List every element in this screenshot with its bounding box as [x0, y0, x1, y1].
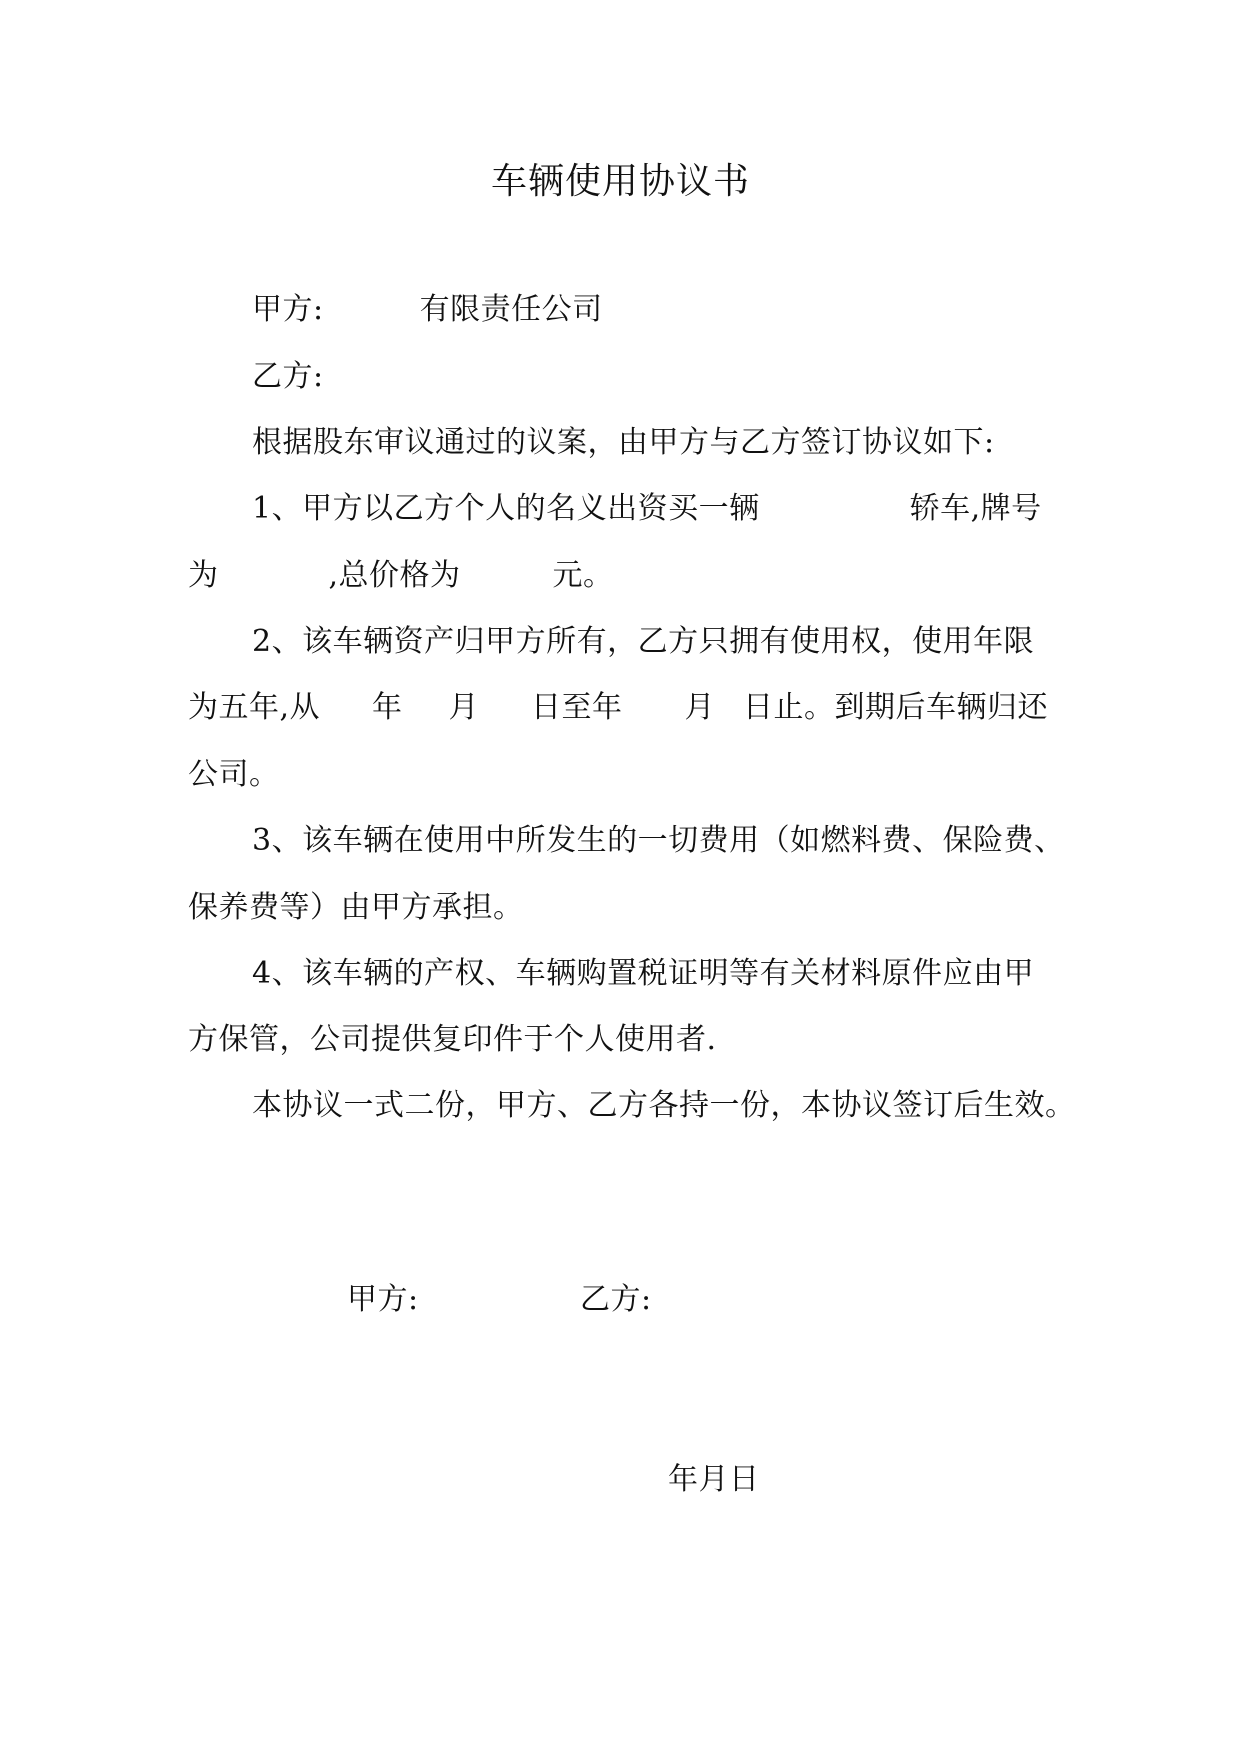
clause-2-seg-b: 年: [372, 690, 403, 725]
clause-1-line-1: [252, 489, 1042, 529]
clause-1-text-d: ,总价格为: [328, 558, 461, 593]
clause-3-line-2: 保养费等）由甲方承担。: [188, 890, 524, 925]
party-b-line: [252, 357, 324, 397]
clause-1-text-b: 轿车,牌号: [909, 491, 1042, 526]
clause-2-seg-a: 为五年,从: [188, 690, 321, 725]
clause-1-line-2: [188, 556, 614, 596]
signature-party-a: 甲方:: [347, 1282, 419, 1317]
clause-1-text-c: 为: [188, 558, 219, 593]
party-a-name: 有限责任公司: [419, 292, 603, 327]
party-b-label: 乙方:: [252, 359, 324, 394]
signing-date: 年月日: [668, 1462, 760, 1497]
clause-2-seg-e: 月: [684, 690, 716, 725]
document-title: 车辆使用协议书: [490, 161, 750, 202]
clause-2-seg-c: 月: [448, 690, 480, 725]
clause-3-line-1: 3、该车辆在使用中所发生的一切费用（如燃料费、保险费、: [252, 823, 1065, 858]
closing-paragraph: 本协议一式二份，甲方、乙方各持一份，本协议签订后生效。: [252, 1088, 1076, 1123]
party-a-line: [252, 290, 603, 330]
party-a-label: 甲方:: [252, 292, 324, 327]
clause-4-line-2: 方保管，公司提供复印件于个人使用者.: [188, 1022, 717, 1057]
clause-2-line-1: 2、该车辆资产归甲方所有，乙方只拥有使用权，使用年限: [252, 624, 1035, 659]
clause-1-text-e: 元。: [552, 558, 614, 593]
clause-2-seg-f: 日止。到期后车辆归还: [743, 690, 1049, 725]
intro-paragraph: 根据股东审议通过的议案，由甲方与乙方签订协议如下:: [252, 425, 995, 460]
clause-2-seg-d: 日至年: [531, 690, 623, 725]
signature-party-b: 乙方:: [580, 1282, 652, 1317]
clause-2-line-2: [188, 688, 1048, 728]
clause-2-line-3: 公司。: [188, 757, 280, 792]
clause-1-text-a: 1、甲方以乙方个人的名义出资买一辆: [252, 491, 760, 526]
clause-4-line-1: 4、该车辆的产权、车辆购置税证明等有关材料原件应由甲: [252, 956, 1035, 991]
